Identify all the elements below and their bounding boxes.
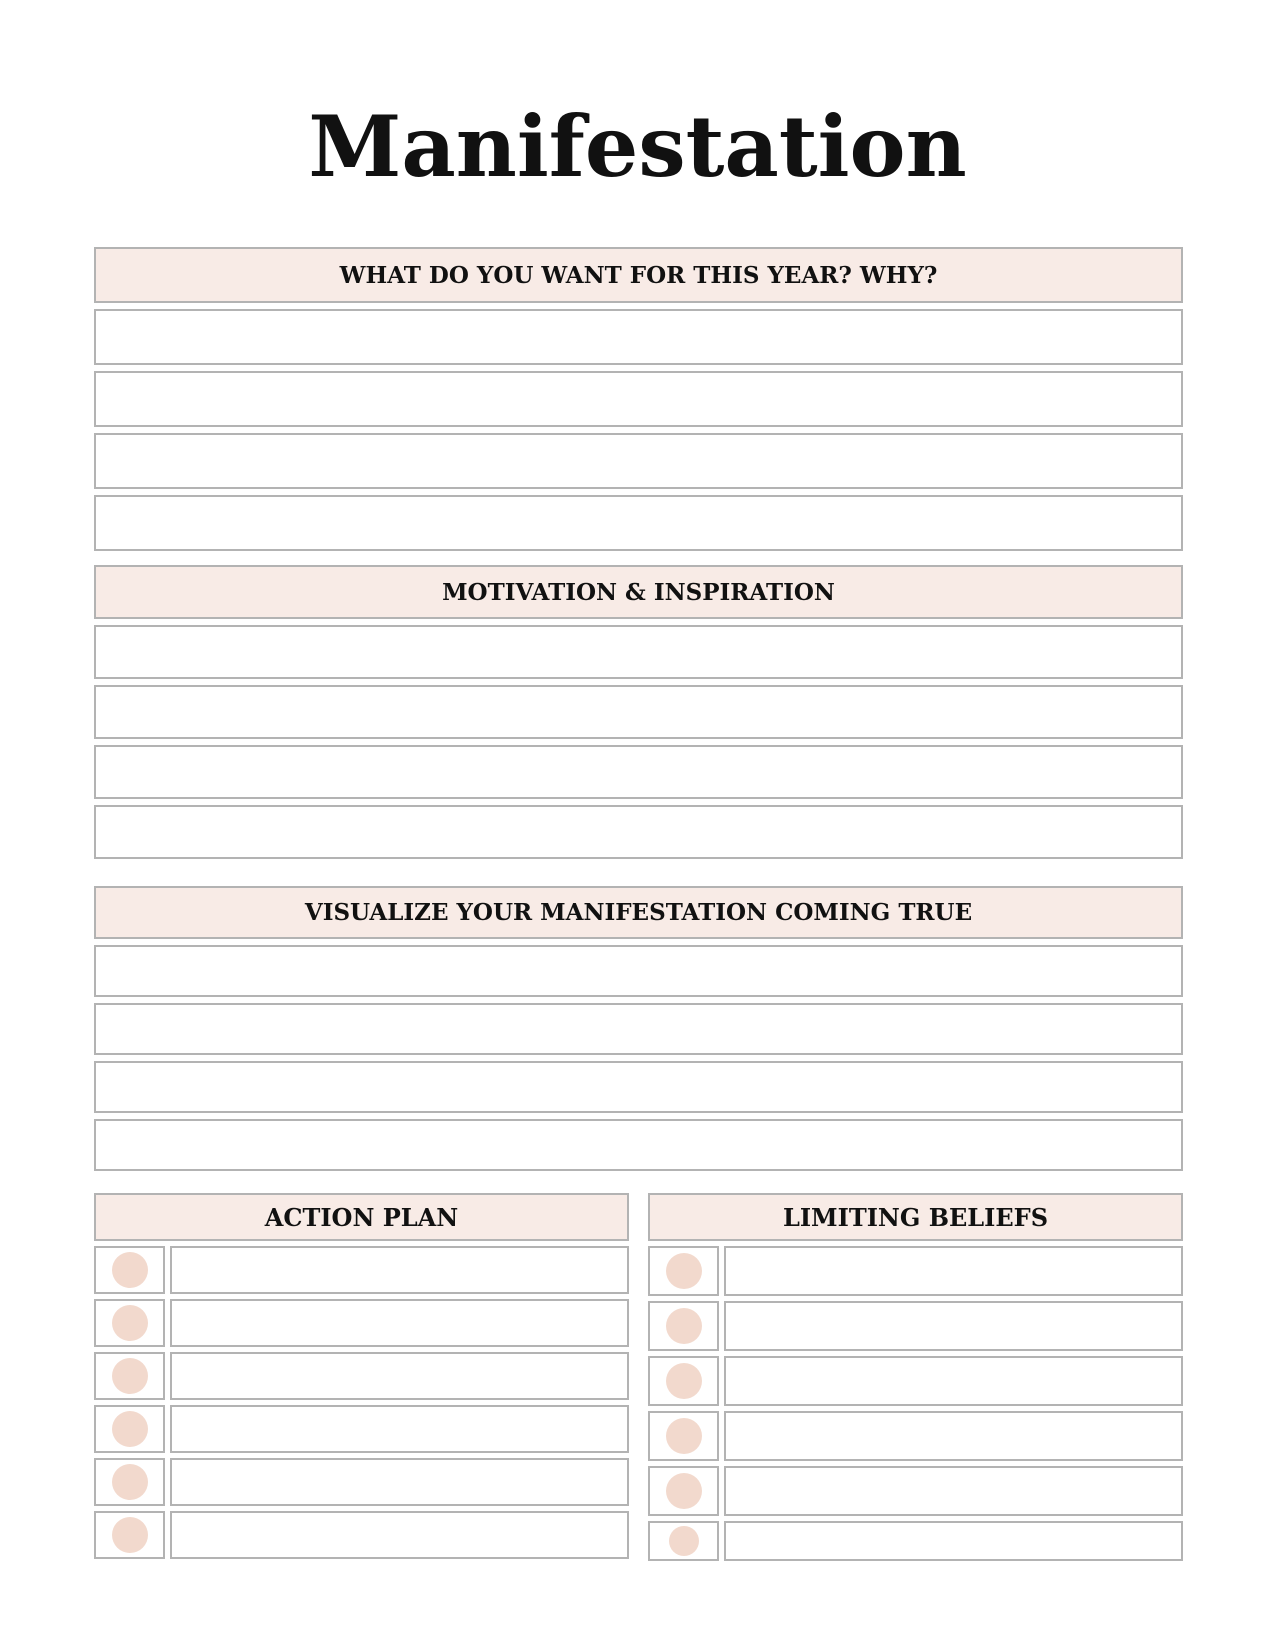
action-plan-row xyxy=(94,1352,629,1400)
bullet-dot-icon[interactable] xyxy=(112,1252,148,1288)
bullet-cell xyxy=(648,1301,719,1351)
bullet-cell xyxy=(94,1246,165,1294)
action-plan-field[interactable] xyxy=(170,1299,629,1347)
bullet-dot-icon[interactable] xyxy=(666,1253,702,1289)
section-visualize xyxy=(94,886,1183,1171)
action-plan-field[interactable] xyxy=(170,1458,629,1506)
bullet-cell xyxy=(94,1458,165,1506)
action-plan-field[interactable] xyxy=(170,1246,629,1294)
section-heading: MOTIVATION & INSPIRATION xyxy=(94,565,1183,619)
writing-line[interactable] xyxy=(94,685,1183,739)
action-plan-row xyxy=(94,1458,629,1506)
writing-line[interactable] xyxy=(94,1061,1183,1113)
limiting-beliefs-field[interactable] xyxy=(724,1301,1183,1351)
writing-line[interactable] xyxy=(94,495,1183,551)
section-heading: VISUALIZE YOUR MANIFESTATION COMING TRUE xyxy=(94,886,1183,939)
bullet-cell xyxy=(94,1299,165,1347)
writing-line[interactable] xyxy=(94,1003,1183,1055)
action-plan-row xyxy=(94,1299,629,1347)
bullet-dot-icon[interactable] xyxy=(666,1363,702,1399)
bullet-dot-icon[interactable] xyxy=(666,1473,702,1509)
action-plan-field[interactable] xyxy=(170,1405,629,1453)
limiting-beliefs-field[interactable] xyxy=(724,1521,1183,1561)
bullet-dot-icon[interactable] xyxy=(112,1358,148,1394)
bullet-dot-icon[interactable] xyxy=(112,1305,148,1341)
action-plan-heading: ACTION PLAN xyxy=(94,1193,629,1241)
bullet-cell xyxy=(648,1356,719,1406)
limiting-beliefs-field[interactable] xyxy=(724,1246,1183,1296)
writing-line[interactable] xyxy=(94,1119,1183,1171)
bullet-dot-icon[interactable] xyxy=(669,1526,699,1556)
bullet-dot-icon[interactable] xyxy=(112,1464,148,1500)
writing-line[interactable] xyxy=(94,745,1183,799)
action-plan-panel xyxy=(94,1193,629,1559)
limiting-beliefs-field[interactable] xyxy=(724,1466,1183,1516)
limiting-beliefs-panel xyxy=(648,1193,1183,1561)
limiting-beliefs-heading: LIMITING BELIEFS xyxy=(648,1193,1183,1241)
bullet-dot-icon[interactable] xyxy=(112,1411,148,1447)
bullet-dot-icon[interactable] xyxy=(666,1418,702,1454)
section-heading: WHAT DO YOU WANT FOR THIS YEAR? WHY? xyxy=(94,247,1183,303)
action-plan-row xyxy=(94,1246,629,1294)
writing-line[interactable] xyxy=(94,371,1183,427)
bullet-cell xyxy=(94,1405,165,1453)
action-plan-row xyxy=(94,1511,629,1559)
limiting-beliefs-row xyxy=(648,1301,1183,1351)
writing-line[interactable] xyxy=(94,433,1183,489)
bullet-dot-icon[interactable] xyxy=(112,1517,148,1553)
writing-line[interactable] xyxy=(94,309,1183,365)
writing-line[interactable] xyxy=(94,625,1183,679)
limiting-beliefs-row xyxy=(648,1466,1183,1516)
writing-line[interactable] xyxy=(94,805,1183,859)
section-what-do-you-want xyxy=(94,247,1183,551)
limiting-beliefs-row xyxy=(648,1521,1183,1561)
action-plan-field[interactable] xyxy=(170,1352,629,1400)
limiting-beliefs-row xyxy=(648,1246,1183,1296)
writing-line[interactable] xyxy=(94,945,1183,997)
limiting-beliefs-row xyxy=(648,1356,1183,1406)
bullet-dot-icon[interactable] xyxy=(666,1308,702,1344)
section-motivation-inspiration xyxy=(94,565,1183,859)
bullet-cell xyxy=(94,1511,165,1559)
page-title: Manifestation xyxy=(308,97,967,196)
action-plan-row xyxy=(94,1405,629,1453)
limiting-beliefs-field[interactable] xyxy=(724,1411,1183,1461)
bullet-cell xyxy=(648,1411,719,1461)
limiting-beliefs-row xyxy=(648,1411,1183,1461)
bullet-cell xyxy=(648,1521,719,1561)
action-plan-field[interactable] xyxy=(170,1511,629,1559)
bullet-cell xyxy=(648,1246,719,1296)
limiting-beliefs-field[interactable] xyxy=(724,1356,1183,1406)
bullet-cell xyxy=(94,1352,165,1400)
bullet-cell xyxy=(648,1466,719,1516)
